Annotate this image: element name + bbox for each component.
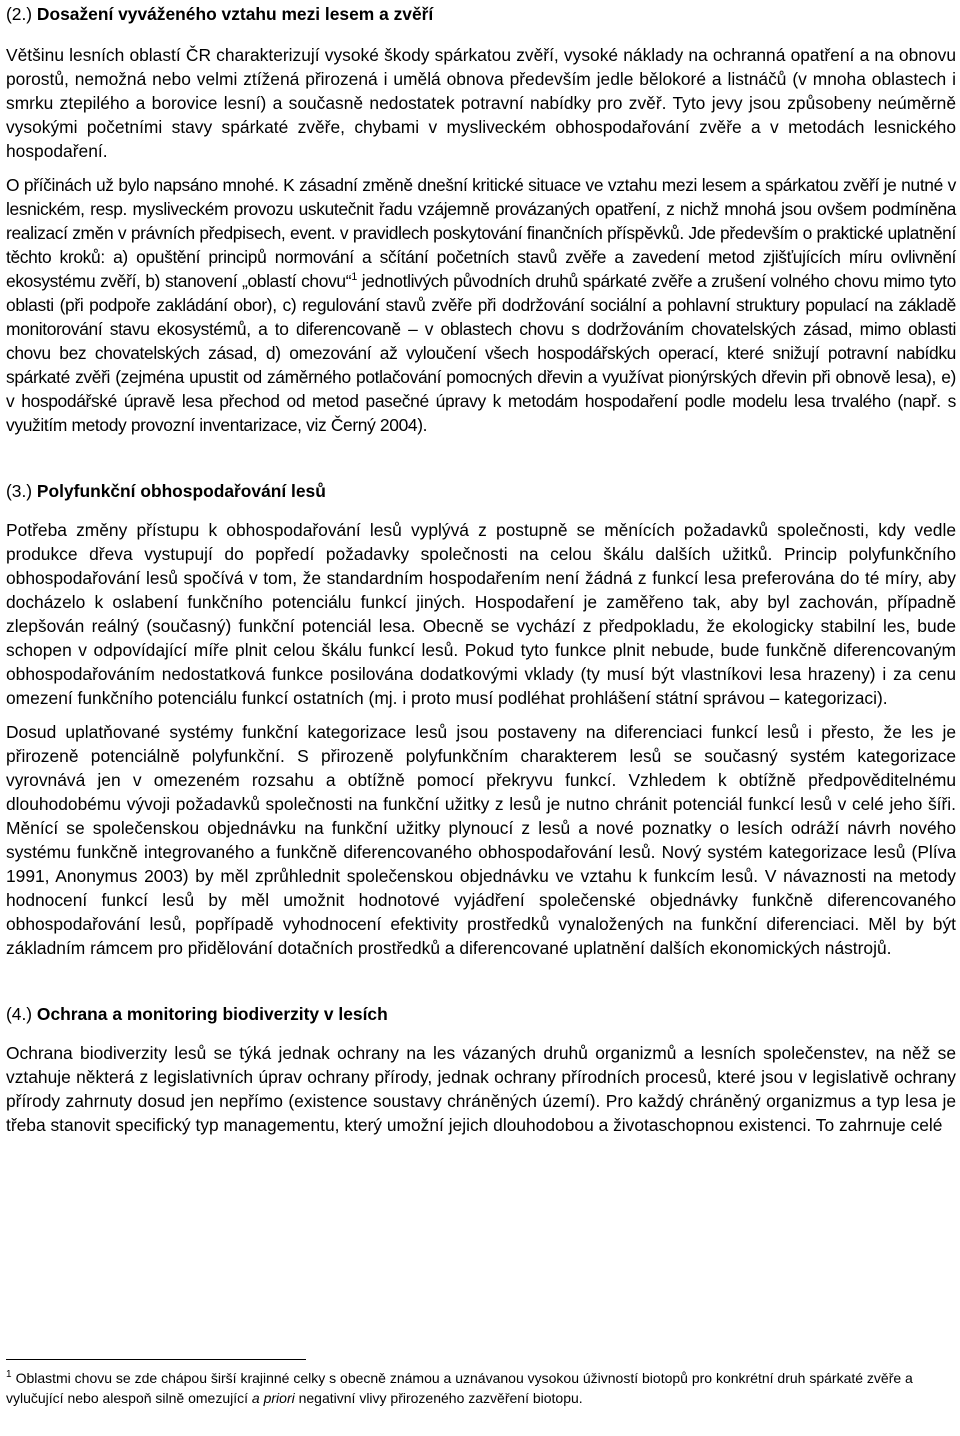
section-4-heading bbox=[6, 1002, 956, 1026]
section-3-heading bbox=[6, 479, 956, 503]
footnote bbox=[6, 1368, 946, 1408]
footnote-reference: 1 bbox=[351, 271, 357, 284]
section-4-number: (4.) bbox=[6, 1004, 33, 1024]
document-page bbox=[6, 2, 956, 1137]
section-2-title: Dosažení vyváženého vztahu mezi lesem a zvěří bbox=[32, 4, 434, 24]
footnote-text-1: Oblastmi chovu se zde chápou širší krajinné celky s obecně známou a uznávanou vysokou úživností biotopů pro konkrétní druh spárkaté zvěře a vylučující nebo alespoň silně omezující bbox=[6, 1370, 913, 1406]
section-4-title: Ochrana a monitoring biodiverzity v lesích bbox=[32, 1004, 388, 1024]
footnote-text-italic: a priori bbox=[251, 1390, 295, 1406]
section-2-paragraph-2 bbox=[6, 173, 956, 437]
section-3-paragraph-2: Dosud uplatňované systémy funkční kategorizace lesů jsou postaveny na diferenciaci funkcí lesů i přesto, že les je přirozeně potenciálně polyfunkční. S přirozeně polyfunkčním charakterem lesů se současný systém kategorizace vyrovnává jen v omezeném rozsahu a obtížně pomocí překryvu funkcí. Vzhledem k obtížně předpověditelnému dlouhodobému vývoji požadavků společnosti na funkční užitky z lesů je nutno chránit potenciál funkcí lesů v celé jeho šíři. Měnící se společenskou objednávku na funkční užitky plynoucí z lesů a nové poznatky o lesích odráží návrh nového systému funkčně integrovaného a funkčně diferencovaného obhospodařování lesů. Nový systém kategorizace lesů (Plíva 1991, Anonymus 2003) by měl zprůhlednit společenskou objednávku ve vztahu k funkcím lesů. V návaznosti na metody hodnocení funkcí lesů by měl umožnit hodnotové vyjádření společenské objednávky funkčně diferencovaného obhospodařování lesů, popřípadě vyhodnocení efektivity prostředků vynaložených na funkční diferenciaci. Měl by být základním rámcem pro přidělování dotačních prostředků a diferencované uplatnění dalších ekonomických nástrojů. bbox=[6, 722, 956, 958]
section-2-paragraph-2-part-1: O příčinách už bylo napsáno mnohé. K zásadní změně dnešní kritické situace ve vztahu mezi lesem a spárkatou zvěří je nutné v lesnickém, resp. mysliveckém provozu uskutečnit řadu vzájemně provázaných opatření, z nichž mnohá jsou ovšem podmíněna realizací změn v právních předpisech, event. v pravidlech poskytování finančních příspěvků. Jde především o praktické uplatnění těchto kroků: a) opuštění principů normování a sčítání početních stavů zvěře a zavedení metod zjišťujících míru ovlivnění ekosystému zvěří, b) stanovení „oblastí chovu“ bbox=[6, 175, 956, 291]
section-2-paragraph-2-part-2: jednotlivých původních druhů spárkaté zvěře a zrušení volného chovu mimo tyto oblasti (při podpoře zakládání obor), c) regulování stavů zvěře při dodržování sociální a pohlavní struktury populací na základě monitorování stavu ekosystémů, a to diferencovaně – v oblastech chovu s dodržováním chovatelských zásad, mimo oblasti chovu bez chovatelských zásad, d) omezování až vyloučení všech hospodářských operací, které snižují potravní nabídku spárkaté zvěři (zejména upustit od záměrného potlačování pomocných dřevin a využívat pionýrských dřevin při obnově lesa), e) v hospodářské úpravě lesa přechod od metod pasečné úpravy k metodám hospodaření podle modelu lesa trvalého (např. s využitím metody provozní inventarizace, viz Černý 2004). bbox=[6, 271, 956, 435]
footnote-text-2: negativní vlivy přirozeného zazvěření biotopu. bbox=[294, 1390, 583, 1406]
section-2-number: (2.) bbox=[6, 4, 33, 24]
section-2-paragraph-1: Většinu lesních oblastí ČR charakterizují vysoké škody spárkatou zvěří, vysoké náklady na ochranná opatření a na obnovu porostů, nemožná nebo velmi ztížená přirozená i umělá obnova především jedle bělokoré a listnáčů (v mnoha oblastech i smrku ztepilého a borovice lesní) a současně nedostatek potravní nabídky pro zvěř. Tyto jevy jsou způsobeny neúměrně vysokými početními stavy spárkaté zvěře, chybami v mysliveckém obhospodařování zvěře a v metodách lesnického hospodaření. bbox=[6, 45, 956, 161]
section-3-number: (3.) bbox=[6, 481, 33, 501]
section-4-paragraph-1: Ochrana biodiverzity lesů se týká jednak ochrany na les vázaných druhů organizmů a lesních společenstev, na něž se vztahuje některá z legislativních úprav ochrany přírody, jednak ochrany přírodních procesů, které jsou v legislativě ochrany přírody zahrnuty dosud jen nepřímo (existence soustavy chráněných území). Pro každý chráněný organizmus a typ lesa je třeba stanovit specifický typ managementu, který umožní jejich dlouhodobou a životaschopnou existenci. To zahrnuje celé bbox=[6, 1043, 956, 1135]
section-3-title: Polyfunkční obhospodařování lesů bbox=[32, 481, 326, 501]
section-3-paragraph-1: Potřeba změny přístupu k obhospodařování lesů vyplývá z postupně se měnících požadavků společnosti, kdy vedle produkce dřeva vystupují do popředí požadavky společnosti na celou škálu dalších užitků. Princip polyfunkčního obhospodařování lesů spočívá v tom, že standardním hospodařením není žádná z funkcí lesa preferována do té míry, aby docházelo k oslabení funkčního potenciálu funkcí jiných. Hospodaření je zaměřeno tak, aby byl zachován, případně zlepšován reálný (současný) funkční potenciál lesa. Obecně se vychází z předpokladu, že ekologicky stabilní les, bude schopen v odpovídající míře plnit celou škálu funkcí lesů. Pokud tyto funkce plnit nebude, bude funkčně diferencovaným obhospodařováním nedostatková funkce posilována dodatkovými vklady (ty musí být vlastníkovi lesa hrazeny) i za cenu omezení funkčního potenciálu funkcí ostatních (mj. i proto musí podléhat prohlášení státní správou – kategorizaci). bbox=[6, 520, 956, 708]
section-2-heading bbox=[6, 2, 956, 26]
footnote-mark: 1 bbox=[6, 1369, 12, 1381]
footnote-separator bbox=[6, 1359, 306, 1360]
